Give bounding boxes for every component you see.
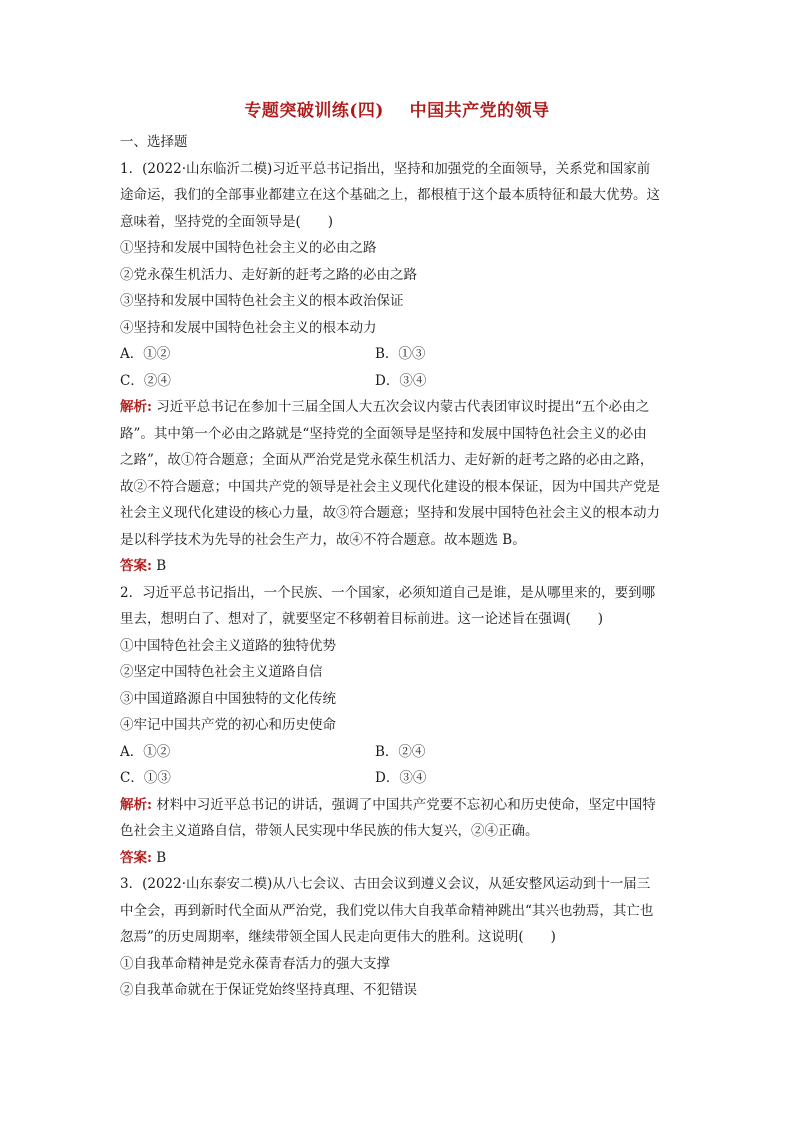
question-stem-line: 里去，想明白了、想对了，就要坚定不移朝着目标前进。这一论述旨在强调( ) bbox=[120, 611, 604, 627]
choice-c: C．①③ bbox=[120, 770, 171, 786]
question-2 bbox=[120, 580, 680, 872]
analysis-line: 之路”，故①符合题意；全面从严治党是党永葆生机活力、走好新的赶考之路的必由之路， bbox=[120, 452, 654, 468]
question-3 bbox=[120, 871, 680, 1004]
choice-a: A．①② bbox=[120, 743, 171, 760]
statement-option: ③坚持和发展中国特色社会主义的根本政治保证 bbox=[120, 293, 404, 309]
analysis-label: 解析: bbox=[120, 796, 152, 813]
statement-option: ②坚定中国特色社会主义道路自信 bbox=[120, 664, 323, 680]
choice-row bbox=[120, 739, 680, 766]
choice-d: D．③④ bbox=[375, 770, 427, 786]
choice-b: B．②④ bbox=[375, 743, 426, 760]
choice-row bbox=[120, 368, 680, 395]
question-stem-line: 中全会，再到新时代全面从严治党，我们党以伟大自我革命精神跳出“其兴也勃焉，其亡也 bbox=[120, 902, 654, 919]
analysis-line: 路”。其中第一个必由之路就是“坚持党的全面领导是坚持和发展中国特色社会主义的必由 bbox=[120, 425, 647, 442]
question-stem-line: 2．习近平总书记指出，一个民族、一个国家，必须知道自己是谁，是从哪里来的，要到哪 bbox=[120, 584, 656, 601]
page-title: 专题突破训练(四) 中国共产党的领导 bbox=[244, 101, 550, 121]
statement-option: ④牢记中国共产党的初心和历史使命 bbox=[120, 717, 336, 733]
statement-option: ①自我革命精神是党永葆青春活力的强大支撑 bbox=[120, 955, 390, 972]
analysis-label: 解析: bbox=[120, 399, 152, 415]
answer-line bbox=[120, 845, 680, 872]
statement-option: ②自我革命就在于保证党始终坚持真理、不犯错误 bbox=[120, 982, 417, 998]
statement-option: ①坚持和发展中国特色社会主义的必由之路 bbox=[120, 240, 377, 256]
question-stem-line: 1．(2022·山东临沂二模)习近平总书记指出，坚持和加强党的全面领导，关系党和国家前 bbox=[120, 160, 651, 177]
answer-line bbox=[120, 553, 680, 580]
question-stem-line: 3．(2022·山东泰安二模)从八七会议、古田会议到遵义会议，从延安整风运动到十一届三 bbox=[120, 876, 651, 892]
choice-row bbox=[120, 765, 680, 792]
analysis-line: 社会主义现代化建设的核心力量，故③符合题意；坚持和发展中国特色社会主义的根本动力 bbox=[120, 505, 660, 521]
question-stem-line: 意味着，坚持党的全面领导是( ) bbox=[120, 213, 334, 230]
choice-a: A．①② bbox=[120, 346, 171, 362]
statement-option: ②党永葆生机活力、走好新的赶考之路的必由之路 bbox=[120, 266, 417, 283]
analysis-line: 色社会主义道路自信，带领人民实现中华民族的伟大复兴，②④正确。 bbox=[120, 823, 539, 839]
statement-option: ④坚持和发展中国特色社会主义的根本动力 bbox=[120, 319, 377, 336]
question-stem-line: 忽焉”的历史周期率，继续带领全国人民走向更伟大的胜利。这说明( ) bbox=[120, 929, 556, 945]
choice-b: B．①③ bbox=[375, 346, 426, 362]
statement-option: ①中国特色社会主义道路的独特优势 bbox=[120, 637, 336, 654]
analysis-line bbox=[120, 792, 680, 819]
answer-label: 答案: bbox=[120, 558, 152, 574]
analysis-line: 是以科学技术为先导的社会生产力，故④不符合题意。故本题选 B。 bbox=[120, 531, 526, 548]
statement-option: ③中国道路源自中国独特的文化传统 bbox=[120, 690, 336, 707]
answer-value: B bbox=[151, 849, 167, 866]
choice-d: D．③④ bbox=[375, 372, 427, 389]
analysis-text: 习近平总书记在参加十三届全国人大五次会议内蒙古代表团审议时提出“五个必由之 bbox=[151, 399, 650, 415]
choice-row bbox=[120, 341, 680, 368]
question-1 bbox=[120, 156, 680, 580]
choice-c: C．②④ bbox=[120, 372, 171, 389]
analysis-line bbox=[120, 394, 680, 421]
answer-value: B bbox=[151, 558, 167, 574]
analysis-text: 材料中习近平总书记的讲话，强调了中国共产党要不忘初心和历史使命，坚定中国特 bbox=[151, 796, 656, 813]
question-stem-line: 途命运，我们的全部事业都建立在这个基础之上，都根植于这个最本质特征和最大优势。这 bbox=[120, 187, 660, 203]
document-body bbox=[120, 129, 680, 1004]
answer-label: 答案: bbox=[120, 849, 152, 866]
analysis-line: 故②不符合题意；中国共产党的领导是社会主义现代化建设的根本保证，因为中国共产党是 bbox=[120, 478, 660, 495]
section-heading: 一、选择题 bbox=[120, 134, 188, 150]
